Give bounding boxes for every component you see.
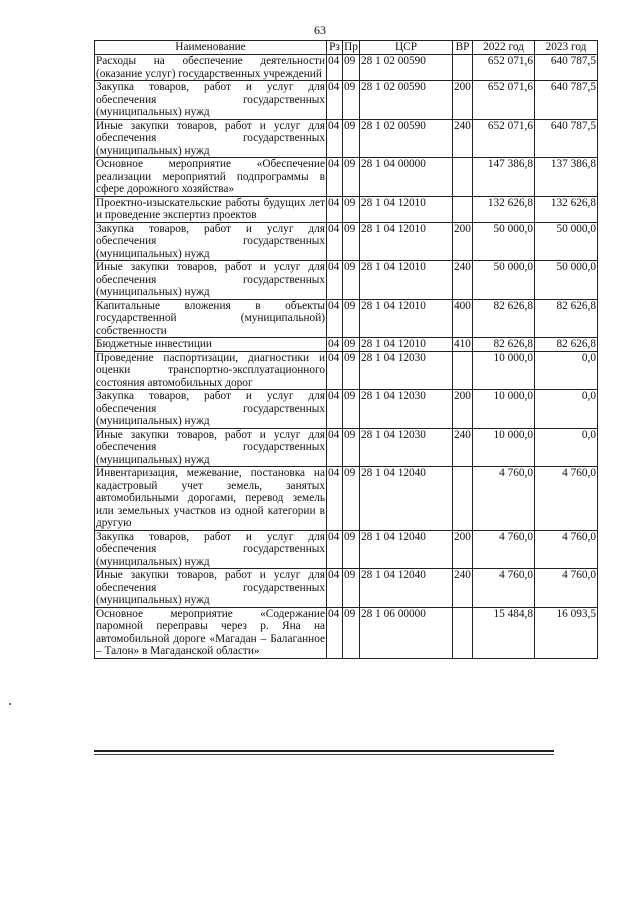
cell-name: Проектно-изыскательские работы будущих лет и проведение экспертиз проектов [96, 196, 325, 221]
cell-name: Закупка товаров, работ и услуг для обеспечения государственных (муниципальных) нужд [96, 81, 325, 118]
margin-mark [9, 703, 11, 705]
table-body [95, 55, 598, 659]
cell-2022: 4 760,0 [473, 467, 535, 531]
cell-rz: 04 [327, 390, 343, 429]
cell-2022: 132 626,8 [473, 196, 535, 222]
table-row [95, 351, 598, 390]
cell-pr: 09 [343, 119, 360, 158]
cell-2023: 0,0 [535, 428, 598, 467]
cell-pr: 09 [343, 390, 360, 429]
cell-csr: 28 1 04 12010 [360, 261, 453, 300]
cell-csr: 28 1 04 12040 [360, 530, 453, 569]
bottom-rule [94, 750, 554, 752]
cell-pr: 09 [343, 569, 360, 608]
table-row [95, 338, 598, 352]
cell-csr: 28 1 02 00590 [360, 55, 453, 81]
column-header-pr: Пр [344, 41, 358, 53]
cell-name: Иные закупки товаров, работ и услуг для обеспечения государственных (муниципальных) нужд [96, 428, 325, 466]
cell-2023: 132 626,8 [535, 196, 598, 222]
column-header-rz: Рз [327, 41, 343, 55]
cell-name: Иные закупки товаров, работ и услуг для обеспечения государственных (муниципальных) нужд [96, 261, 325, 298]
table-row [95, 55, 598, 81]
cell-rz: 04 [327, 261, 343, 300]
cell-csr: 28 1 04 12030 [360, 428, 453, 467]
cell-name: Расходы на обеспечение деятельности (оказание услуг) государственных учреждений [96, 55, 325, 80]
cell-name: Инвентаризация, межевание, постановка на кадастровый учет земель, занятых автомобильными дорогами, перевод земель или земельных участков из одной категории в другую [96, 467, 325, 529]
cell-vr: 200 [453, 222, 473, 261]
cell-pr: 09 [343, 351, 360, 390]
cell-2022: 4 760,0 [473, 530, 535, 569]
table-row [95, 467, 598, 531]
cell-name: Закупка товаров, работ и услуг для обеспечения государственных (муниципальных) нужд [96, 530, 325, 568]
cell-vr: 200 [453, 390, 473, 429]
cell-2023: 0,0 [535, 390, 598, 429]
cell-rz: 04 [327, 299, 343, 338]
cell-csr: 28 1 04 12030 [360, 390, 453, 429]
cell-2023: 50 000,0 [535, 222, 598, 261]
cell-rz: 04 [327, 81, 343, 120]
cell-name: Закупка товаров, работ и услуг для обеспечения государственных (муниципальных) нужд [96, 222, 325, 260]
cell-2023: 4 760,0 [535, 530, 598, 569]
cell-pr: 09 [343, 158, 360, 197]
cell-rz: 04 [327, 158, 343, 197]
cell-pr: 09 [343, 299, 360, 338]
cell-name: Проведение паспортизации, диагностики и оценки транспортно-эксплуатационного состояния автомобильных дорог [96, 351, 325, 389]
table-row [95, 261, 598, 300]
page-number: 63 [314, 23, 326, 37]
cell-pr: 09 [343, 196, 360, 222]
cell-csr: 28 1 04 12010 [360, 196, 453, 222]
cell-rz: 04 [327, 428, 343, 467]
cell-2022: 652 071,6 [473, 81, 535, 120]
cell-2023: 4 760,0 [535, 569, 598, 608]
cell-pr: 09 [343, 222, 360, 261]
cell-pr: 09 [343, 55, 360, 81]
cell-vr [453, 158, 473, 197]
cell-2022: 15 484,8 [473, 607, 535, 658]
cell-rz: 04 [327, 569, 343, 608]
cell-pr: 09 [343, 467, 360, 531]
table-row [95, 299, 598, 338]
cell-2023: 50 000,0 [535, 261, 598, 300]
cell-pr: 09 [343, 428, 360, 467]
cell-csr: 28 1 02 00590 [360, 81, 453, 120]
cell-2022: 50 000,0 [473, 222, 535, 261]
cell-rz: 04 [327, 196, 343, 222]
cell-2022: 82 626,8 [473, 299, 535, 338]
cell-name: Капитальные вложения в объекты государственной (муниципальной) собственности [96, 299, 325, 337]
cell-pr: 09 [343, 261, 360, 300]
cell-2022: 50 000,0 [473, 261, 535, 300]
table-row [95, 530, 598, 569]
cell-rz: 04 [327, 351, 343, 390]
cell-name: Основное мероприятие «Содержание паромной переправы через р. Яна на автомобильной дороге «Магадан – Балаганное – Талон» в Магаданской области» [96, 607, 325, 657]
table-row [95, 607, 598, 658]
cell-2022: 10 000,0 [473, 390, 535, 429]
cell-2022: 4 760,0 [473, 569, 535, 608]
table-row [95, 222, 598, 261]
table-row [95, 158, 598, 197]
cell-2022: 652 071,6 [473, 55, 535, 81]
cell-2023: 137 386,8 [535, 158, 598, 197]
cell-rz: 04 [327, 222, 343, 261]
column-header-csr: ЦСР [360, 41, 453, 55]
budget-table [94, 40, 598, 659]
cell-vr: 240 [453, 119, 473, 158]
cell-vr [453, 196, 473, 222]
cell-rz: 04 [327, 607, 343, 658]
column-header-name: Наименование [95, 41, 327, 55]
cell-2022: 652 071,6 [473, 119, 535, 158]
table-row [95, 81, 598, 120]
cell-vr: 410 [454, 338, 471, 350]
cell-name: Основное мероприятие «Обеспечение реализации мероприятий подпрограммы в сфере дорожного хозяйства» [96, 158, 325, 195]
cell-rz: 04 [327, 467, 343, 531]
cell-2022: 82 626,8 [473, 338, 535, 352]
cell-csr: 28 1 02 00590 [360, 119, 453, 158]
table-row [95, 196, 598, 222]
cell-vr [453, 351, 473, 390]
cell-vr [453, 467, 473, 531]
cell-vr: 240 [453, 428, 473, 467]
cell-pr: 09 [343, 81, 360, 120]
cell-vr: 200 [453, 530, 473, 569]
cell-vr: 200 [453, 81, 473, 120]
cell-2022: 10 000,0 [473, 351, 535, 390]
cell-2023: 4 760,0 [535, 467, 598, 531]
cell-vr: 400 [453, 299, 473, 338]
cell-name: Иные закупки товаров, работ и услуг для обеспечения государственных (муниципальных) нужд [96, 119, 325, 157]
table-header-row [95, 41, 598, 55]
cell-2023: 640 787,5 [535, 81, 598, 120]
cell-pr: 09 [343, 338, 360, 352]
cell-vr: 240 [453, 569, 473, 608]
cell-csr: 28 1 04 12030 [360, 351, 453, 390]
cell-2023: 16 093,5 [535, 607, 598, 658]
cell-2022: 147 386,8 [473, 158, 535, 197]
cell-rz: 04 [327, 55, 343, 81]
cell-csr: 28 1 04 00000 [360, 158, 453, 197]
table-row [95, 569, 598, 608]
cell-csr: 28 1 04 12010 [360, 299, 453, 338]
cell-2023: 640 787,5 [535, 119, 598, 158]
cell-name: Иные закупки товаров, работ и услуг для обеспечения государственных (муниципальных) нужд [96, 569, 325, 606]
cell-vr [453, 607, 473, 658]
cell-csr: 28 1 04 12040 [360, 467, 453, 531]
table-row [95, 428, 598, 467]
cell-2023: 0,0 [535, 351, 598, 390]
column-header-2023: 2023 год [535, 41, 598, 55]
cell-rz: 04 [327, 338, 343, 352]
cell-rz: 04 [327, 530, 343, 569]
cell-2023: 640 787,5 [535, 55, 598, 81]
column-header-2022: 2022 год [473, 41, 535, 55]
cell-csr: 28 1 06 00000 [360, 607, 453, 658]
cell-2023: 82 626,8 [535, 338, 598, 352]
cell-csr: 28 1 04 12010 [360, 222, 453, 261]
bottom-rule-thin [94, 754, 554, 755]
cell-csr: 28 1 04 12010 [360, 338, 453, 352]
cell-name: Закупка товаров, работ и услуг для обеспечения государственных (муниципальных) нужд [96, 390, 325, 427]
cell-rz: 04 [327, 119, 343, 158]
table-row [95, 119, 598, 158]
cell-vr: 240 [453, 261, 473, 300]
table-row [95, 390, 598, 429]
cell-csr: 28 1 04 12040 [360, 569, 453, 608]
cell-2022: 10 000,0 [473, 428, 535, 467]
cell-pr: 09 [343, 607, 360, 658]
column-header-vr: ВР [453, 41, 473, 55]
cell-vr [453, 55, 473, 81]
cell-2023: 82 626,8 [535, 299, 598, 338]
cell-pr: 09 [343, 530, 360, 569]
cell-name: Бюджетные инвестиции [95, 338, 327, 352]
